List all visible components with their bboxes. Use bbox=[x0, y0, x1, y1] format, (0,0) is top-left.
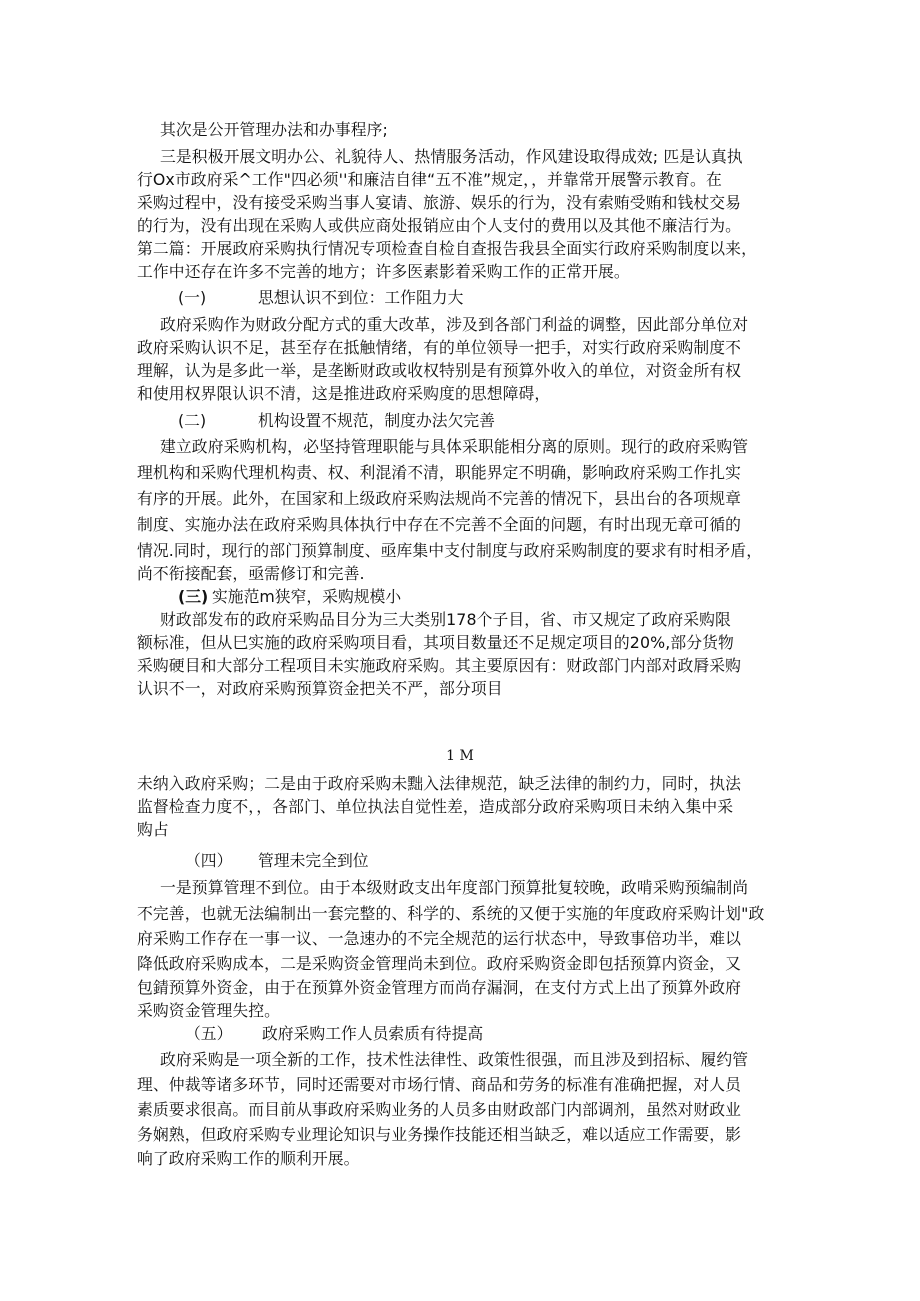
section-number: (二) bbox=[178, 411, 207, 430]
section-number: （五） bbox=[185, 1024, 233, 1043]
text-line: 有序的开展。此外，在国家和上级政府采购法规尚不完善的情况下，县出台的各项规章 bbox=[137, 489, 742, 508]
text-line: 监督检查力度不，，各部门、单位执法自觉性差，造成部分政府采购项日未纳入集中采 bbox=[137, 797, 734, 816]
text-line: 制度、实施办法在政府采购具体执行中存在不完善不全面的问题，有时出现无章可循的 bbox=[137, 515, 742, 534]
page-number: 1 M bbox=[446, 748, 474, 764]
text-line: 未纳入政府采购；二是由于政府采购未黜入法律规范，缺乏法律的制约力，同时，执法 bbox=[137, 774, 742, 793]
text-line: 和使用权界限认识不清，这是推进政府采购度的思想障碍， bbox=[137, 384, 551, 403]
section-heading: 政府采购工作人员索质有待提高 bbox=[262, 1024, 484, 1043]
text-line: 理、仲裁等诸多环节，同时还需要对市场行情、商品和劳务的标准有准确把握，对人员 bbox=[137, 1075, 742, 1094]
text-line: 第二篇：开展政府采购执行情况专项检查自检自查报告我县全面实行政府采购制度以来， bbox=[137, 239, 757, 258]
text-line: 采购资金管理失控。 bbox=[137, 1001, 281, 1020]
text-line: 尚不衔接配套，亟需修订和完善. bbox=[137, 564, 365, 583]
text-line: 响了政府采购工作的顺利开展。 bbox=[137, 1149, 360, 1168]
text-line: 理机构和采购代理机构责、权、利混淆不清，职能界定不明确，影响政府采购工作扎实 bbox=[137, 463, 742, 482]
text-line: 三是积极开展文明办公、礼貌待人、热情服务活动，作风建设取得成效; 匹是认真执 bbox=[160, 147, 743, 166]
text-line: 政府采购是一项全新的工作，技术性法律性、政策性很强，而且涉及到招标、履约管 bbox=[160, 1050, 749, 1069]
text-line: 政府采购认识不足，甚至存在抵触情绪，有的单位领导一把手，对实行政府采购制度不 bbox=[137, 338, 742, 357]
text-line: 务娴熟，但政府采购专业理论知识与业务操作技能还相当缺乏，难以适应工作需要，影 bbox=[137, 1125, 742, 1144]
text-line: 降低政府采购成本，二是采购资金管理尚未到位。政府采购资金即包括预算内资金，又 bbox=[137, 954, 742, 973]
text-line: 一是预算管理不到位。由于本级财政支出年度部门预算批复较晚，政啃采购预编制尚 bbox=[160, 878, 749, 897]
section-number: （四） bbox=[185, 851, 233, 870]
section-number: (一) bbox=[178, 288, 207, 307]
text-line: 建立政府采购机构，必坚持管理职能与具体采职能相分离的原则。现行的政府采购管 bbox=[160, 437, 749, 456]
text-line: 的行为，没有出现在采购人或供应商处报销应由个人支付的费用以及其他不廉洁行为。 bbox=[137, 216, 742, 235]
text-line: 政府采购作为财政分配方式的重大改革，涉及到各部门利益的调整，因此部分单位对 bbox=[160, 315, 749, 334]
text-line: 府采购工作存在一事一议、一急速办的不完全规范的运行状态中，导致事倍功半，难以 bbox=[137, 929, 742, 948]
text-line: 其次是公开管理办法和办事程序; bbox=[160, 120, 388, 139]
text-line: 包錆预算外资金，由于在预算外资金管理方而尚存漏洞，在支付方式上出了预算外政府 bbox=[137, 978, 742, 997]
text-line: 财政部发布的政府采购品目分为三大类别178个子目，省、市又规定了政府采购限 bbox=[160, 610, 731, 629]
text-line: 不完善，也就无法编制出一套完整的、科学的、系统的又便于实施的年度政府采购计划"政 bbox=[137, 904, 765, 923]
text-line: 理解，认为是多此一举，是垄断财政或收权特别是有预算外收入的单位，对资金所有权 bbox=[137, 361, 742, 380]
text-line: 采购过程中，没有接受采购当事人宴请、旅游、娱乐的行为，没有索贿受贿和钱杖交易 bbox=[137, 193, 742, 212]
text-line: 额标准，但从巳实施的政府采购项目看，其项目数量还不足规定项目的20%,部分货物 bbox=[137, 633, 734, 652]
text-line: 工作中还存在许多不完善的地方；许多医素影着采购工作的正常开展。 bbox=[137, 262, 630, 281]
text-line: 购占 bbox=[137, 820, 169, 839]
section-heading: 实施范m狭窄，采购规模小 bbox=[212, 587, 402, 606]
text-line: 认识不一，对政府采购预算资金把关不严，部分项目 bbox=[137, 679, 503, 698]
text-line: 情况.同时，现行的部门预算制度、亟库集中支付制度与政府采购制度的要求有时相矛盾， bbox=[137, 541, 763, 560]
text-line: 素质要求很高。而目前从事政府采购业务的人员多由财政部门内部调剂，虽然对财政业 bbox=[137, 1100, 742, 1119]
section-number: (三) bbox=[178, 587, 209, 606]
text-line: 行Ox市政府采^工作"四必须''和廉洁自律“五不准”规定，，并靠常开展警示教育。在 bbox=[137, 170, 722, 189]
section-heading: 思想认识不到位：工作阻力大 bbox=[258, 288, 464, 307]
text-line: 采购硬目和大部分工程项目未实施政府采购。其主要原因有：财政部门内部对政脣采购 bbox=[137, 656, 742, 675]
section-heading: 机构设置不规范，制度办法欠完善 bbox=[258, 411, 495, 430]
section-heading: 管理未完全到位 bbox=[258, 851, 369, 870]
